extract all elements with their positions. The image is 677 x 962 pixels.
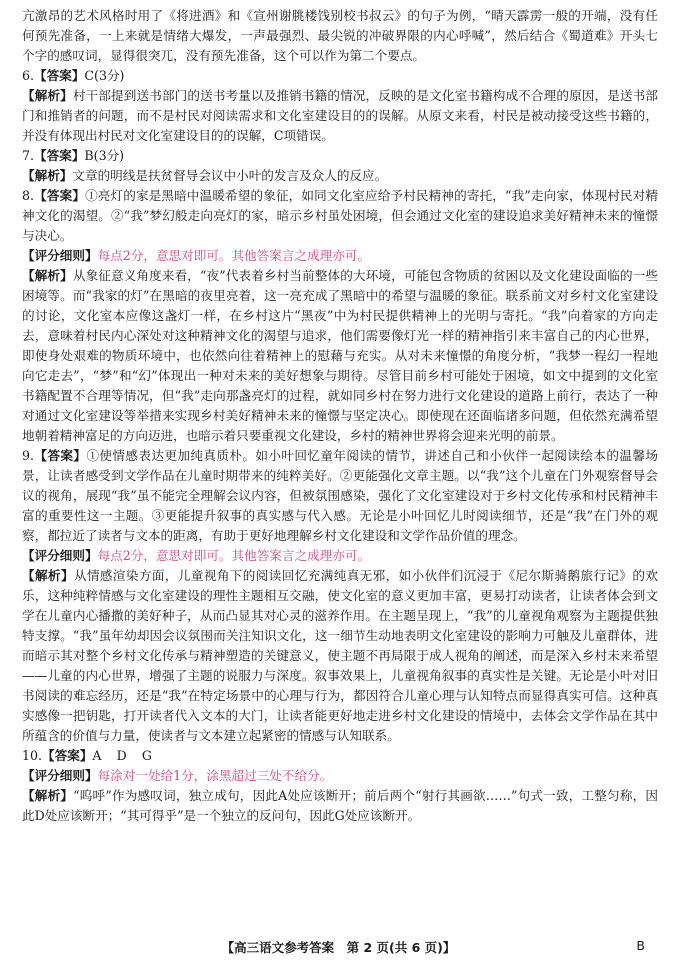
answer-text: ①使情感表达更加纯真质朴。如小叶回忆童年阅读的情节，讲述自己和小伙伴一起阅读绘本的温馨场景，让读者感受到文学作品在儿童时期带来的纯粹美好。②更能强化文章主题。以“我”这个儿童在门外观察督导会议的视角，展现“我”虽不能完全理解会议内容，但被氛围感染，强化了文化室建设对于乡村文化传承和村民精神丰富的重要性这一主题。③更能提升叙事的真实感与代入感。无论是小叶回忆儿时阅读细节，还是“我”在门外的观察，都拉近了读者与文本的距离，有助于更好地理解乡村文化建设和文学作品价值的理念。 [22,448,659,543]
version-mark: B [636,938,645,953]
item-8 [22,186,658,446]
analysis-text: 从情感渲染方面，儿童视角下的阅读回忆充满纯真无邪，如小伙伴们沉浸于《尼尔斯骑鹅旅行记》的欢乐，这种纯粹情感与文化室建设的理性主题相互交融，使文化室的意义更加丰富，更易打动读者，让读者体会到文学在儿童内心播撒的美好种子，从而凸显其对心灵的滋养作用。在主题呈现上，“我”的儿童视角观察为主题提供独特支撑。“我”虽年幼却因会议氛围而关注知识文化，这一细节生动地表明文化室建设的影响力可触及儿童群体，进而暗示其对整个乡村文化传承与精神塑造的关键意义，使主题不再局限于成人视角的阐述，而是深入乡村未来希望——儿童的内心世界，增强了主题的说服力与深度。叙事效果上，儿童视角叙事的真实性是关键。无论是小叶对旧书阅读的难忘经历，还是“我”在特定场景中的心理与行为，都因符合儿童心理与认知特点而显得真实可信。这种真实感像一把钥匙，打开读者代入文本的大门，让读者能更好地走进乡村文化建设的情境中，去体会文学作品在其中所蕴含的价值与力量，使读者与文本建立起紧密的情感与认知联系。 [22,568,659,743]
answer-text: C(3分) [84,68,125,83]
analysis-label: 【解析】 [22,88,73,103]
answer-choice-3: G [141,748,152,763]
rubric-text: 每涂对一处给1分，涂黑超过三处不给分。 [97,768,333,783]
analysis-label: 【解析】 [22,788,74,803]
answer-label: 【答案】 [34,188,86,203]
rubric-label: 【评分细则】 [22,248,98,263]
item-6 [22,66,658,146]
item-7 [22,146,658,186]
answer-choice-1: A [92,748,102,763]
analysis-text: “呜呼”作为感叹词，独立成句，因此A处应该断开；前后两个“射行其画欲……”句式一致，工整匀称，因此D处应该断开；“其可得乎”是一个独立的反问句，因此G处应该断开。 [22,788,659,823]
item-number: 9. [22,448,35,463]
rubric-text: 每点2分，意思对即可。其他答案言之成理亦可。 [97,248,371,263]
analysis-text: 文章的明线是扶贫督导会议中小叶的发言及众人的反应。 [72,168,388,183]
answer-label: 【答案】 [34,448,87,463]
analysis-text: 从象征意义角度来看，“夜”代表着乡村当前整体的大环境，可能包含物质的贫困以及文化建设面临的一些困境等。而“我家的灯”在黑暗的夜里亮着，这一亮充成了黑暗中的希望与温暖的象征。联系前文对乡村文化室建设的讨论，文化室本应像这盏灯一样，在乡村这片“黑夜”中为村民提供精神上的光明与寄托。“我”向着家的方向走去，意味着村民内心深处对这种精神文化的渴望与追求，他们需要像灯光一样的精神指引来丰富自己的内心世界，即使身处艰难的物质环境中，也依然向往着精神上的慰藉与充实。从对未来憧憬的角度分析，“我梦一程幻一程地向它走去”，“梦”和“幻”体现出一种对未来的美好想象与期待。尽管目前乡村可能处于困境，如文中提到的文化室书籍配置不合理等情况，但“我”走向那盏亮灯的过程，就如同乡村在努力进行文化建设的道路上前行，表达了一种对通过文化室建设等举措来实现乡村美好精神未来的憧憬与坚定决心。即使现在还面临诸多问题，但依然充满希望地朝着精神富足的方向迈进，也暗示着只要重视文化建设，乡村的精神世界将会迎来光明的前景。 [22,268,658,443]
intro-paragraph: 亢激昂的艺术风格时用了《将进酒》和《宣州谢朓楼饯别校书叔云》的句子为例，“晴天霹雳一般的开端，没有任何预先准备，一上来就是情绪大爆发，一声最强烈、最尖锐的冲破界限的内心呼喊”，然后结合《蜀道难》开头七个字的感叹词，显得很突兀，没有预先准备，这个可以作为第二个要点。 [22,8,658,63]
analysis-label: 【解析】 [22,168,73,183]
answer-page [22,6,658,826]
analysis-text: 村干部提到送书部门的送书考量以及推销书籍的情况，反映的是文化室书籍构成不合理的原因，是送书部门和推销者的问题，而不是村民对阅读需求和文化室建设目的的误解。从原文来看，村民是被动接受这些书籍的，并没有体现出村民对文化室建设目的的误解，C项错误。 [22,88,659,143]
answer-choice-2: D [116,748,127,763]
analysis-label: 【解析】 [22,568,74,583]
page-footer: 【高三语文参考答案 第 2 页(共 6 页)】 [221,940,456,955]
rubric-text: 每点2分，意思对即可。其他答案言之成理亦可。 [97,548,371,563]
item-number: 6. [22,68,35,83]
answer-label: 【答案】 [42,748,93,763]
item-number: 7. [22,148,35,163]
rubric-label: 【评分细则】 [22,548,98,563]
answer-label: 【答案】 [34,148,85,163]
answer-text: ①亮灯的家是黑暗中温暖希望的象征，如同文化室应给予村民精神的寄托，“我”走向家，体现村民对精神文化的渴望。②“我”梦幻般走向亮灯的家，暗示乡村虽处困境，但会通过文化室的建设追求美好精神未来的憧憬与决心。 [22,188,659,243]
item-9 [22,446,658,746]
rubric-label: 【评分细则】 [22,768,98,783]
answer-text: B(3分) [84,148,125,163]
item-number: 8. [22,188,35,203]
analysis-label: 【解析】 [22,268,73,283]
item-10 [22,746,658,826]
item-number: 10. [22,748,43,763]
answer-label: 【答案】 [34,68,85,83]
